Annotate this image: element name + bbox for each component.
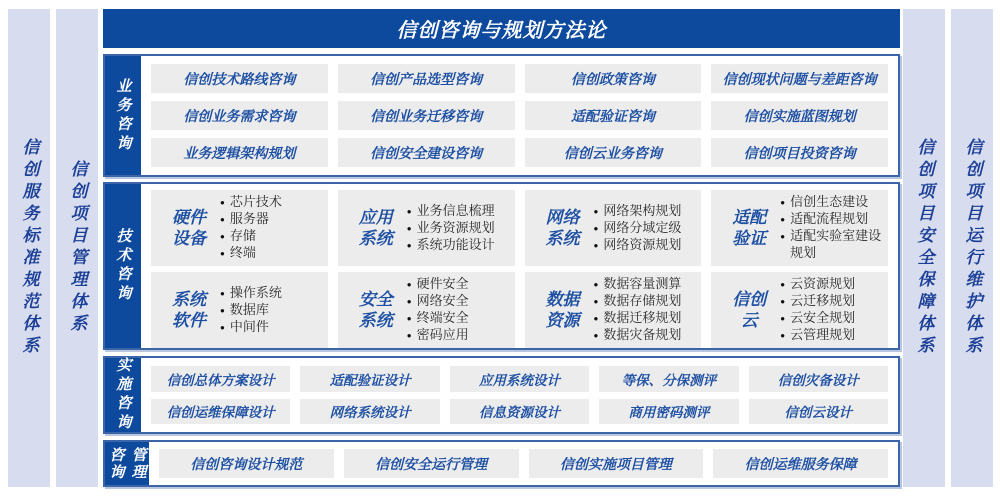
bullet-text: 操作系统 xyxy=(229,284,282,300)
bullet-item xyxy=(407,220,509,237)
group-title: 信创云 xyxy=(732,289,767,330)
group-adaptation-verification xyxy=(711,190,888,266)
group-bullets xyxy=(407,276,509,344)
section-label: 实施咨询 xyxy=(114,357,132,433)
diagram-item: 网络系统设计 xyxy=(300,399,439,425)
business-items-grid xyxy=(141,56,898,175)
technical-groups-grid xyxy=(141,184,898,348)
bullet-dot-icon: ● xyxy=(220,249,225,258)
bullet-dot-icon: ● xyxy=(780,198,786,208)
section-label: 业务咨询 xyxy=(114,77,132,154)
bullet-dot-icon: ● xyxy=(780,280,786,289)
bullet-dot-icon: ● xyxy=(593,280,599,289)
group-bullets xyxy=(220,285,322,336)
bullet-item xyxy=(220,245,322,262)
bullet-text: 云安全规划 xyxy=(790,310,856,325)
section-label-column xyxy=(105,184,141,348)
bullet-text: 云迁移规划 xyxy=(790,293,856,308)
bullet-item xyxy=(407,203,509,220)
bullet-dot-icon: ● xyxy=(220,322,225,332)
bullet-text: 存储 xyxy=(229,228,256,243)
bullet-dot-icon: ● xyxy=(780,232,786,242)
bullet-item xyxy=(407,327,509,344)
section-implementation-consulting xyxy=(103,356,900,434)
bullet-dot-icon: ● xyxy=(593,206,599,216)
bullet-dot-icon: ● xyxy=(406,280,412,289)
bullet-item xyxy=(780,194,882,211)
bullet-dot-icon: ● xyxy=(593,331,599,340)
group-hardware-equipment xyxy=(151,190,328,266)
bullet-text: 硬件安全 xyxy=(416,276,469,291)
bullet-item xyxy=(594,276,696,293)
bullet-dot-icon: ● xyxy=(593,314,599,323)
group-title: 硬件设备 xyxy=(172,207,206,248)
bullet-text: 数据存储规划 xyxy=(603,293,682,308)
diagram-item: 信创总体方案设计 xyxy=(151,366,290,392)
section-label-column xyxy=(105,56,141,175)
bullet-item xyxy=(780,327,882,344)
group-application-system xyxy=(338,190,515,266)
bullet-dot-icon: ● xyxy=(220,288,225,298)
pillar-project-security-system xyxy=(903,9,945,487)
bullet-item xyxy=(220,319,322,336)
section-label: 技术咨询 xyxy=(114,228,132,304)
group-title: 系统软件 xyxy=(172,289,206,330)
bullet-text: 云资源规划 xyxy=(790,276,856,291)
bullet-item xyxy=(594,327,696,344)
bullet-text: 数据容量测算 xyxy=(603,276,682,291)
bullet-item xyxy=(407,276,509,293)
section-consulting-management xyxy=(103,440,900,487)
pillar-label: 信创项目运行维护体系 xyxy=(962,138,982,358)
bullet-text: 适配流程规划 xyxy=(790,211,869,227)
bullet-dot-icon: ● xyxy=(220,305,225,315)
diagram-item: 信创政策咨询 xyxy=(525,64,702,93)
bullet-text: 网络安全 xyxy=(416,293,469,308)
group-system-software xyxy=(151,272,328,348)
diagram-item: 信息资源设计 xyxy=(450,399,589,425)
group-data-resource xyxy=(525,272,702,348)
bullet-dot-icon: ● xyxy=(220,215,225,224)
management-items-grid xyxy=(149,442,898,485)
pillar-service-standard-system xyxy=(8,9,50,487)
diagram-item: 信创产品选型咨询 xyxy=(338,64,515,93)
diagram-item: 信创运维服务保障 xyxy=(713,449,888,478)
bullet-item xyxy=(780,310,882,327)
group-title: 适配验证 xyxy=(732,207,767,248)
diagram-title: 信创咨询与规划方法论 xyxy=(396,20,607,42)
bullet-dot-icon: ● xyxy=(780,331,786,340)
diagram-title-bar xyxy=(103,9,900,48)
section-body xyxy=(141,184,898,348)
diagram-item: 信创项目投资咨询 xyxy=(711,138,888,167)
section-label-part: 咨询 xyxy=(107,446,125,481)
diagram-item: 信创业务迁移咨询 xyxy=(338,101,515,130)
bullet-item xyxy=(220,302,322,319)
bullet-text: 业务资源规划 xyxy=(416,219,495,235)
diagram-item: 适配验证设计 xyxy=(300,366,439,392)
bullet-item xyxy=(780,228,882,262)
pillar-operation-maintenance-system xyxy=(951,9,993,487)
bullet-text: 密码应用 xyxy=(416,327,469,342)
bullet-text: 数据库 xyxy=(229,301,269,317)
diagram-item: 业务逻辑架构规划 xyxy=(151,138,328,167)
bullet-text: 数据迁移规划 xyxy=(603,310,682,325)
bullet-item xyxy=(594,220,696,237)
bullet-text: 系统功能设计 xyxy=(416,236,495,252)
diagram-item: 信创实施蓝图规划 xyxy=(711,101,888,130)
section-body xyxy=(141,56,898,175)
bullet-text: 信创生态建设 xyxy=(790,194,869,210)
bullet-text: 终端 xyxy=(229,245,256,260)
group-xinchuang-cloud xyxy=(711,272,888,348)
main-panel xyxy=(103,9,900,487)
bullet-dot-icon: ● xyxy=(406,331,412,340)
group-title: 应用系统 xyxy=(358,207,393,248)
bullet-text: 数据灾备规划 xyxy=(603,327,682,342)
bullet-dot-icon: ● xyxy=(406,314,412,323)
bullet-item xyxy=(407,293,509,310)
bullet-dot-icon: ● xyxy=(593,223,599,233)
pillar-project-management-system xyxy=(56,9,98,487)
pillar-label: 信创项目安全保障体系 xyxy=(914,138,934,358)
bullet-text: 网络架构规划 xyxy=(603,202,682,218)
bullet-item xyxy=(407,310,509,327)
bullet-item xyxy=(220,228,322,245)
group-title: 安全系统 xyxy=(358,289,393,330)
bullet-item xyxy=(780,293,882,310)
group-bullets xyxy=(594,203,696,254)
group-title: 网络系统 xyxy=(545,207,580,248)
pillar-label: 信创服务标准规范体系 xyxy=(19,138,39,358)
bullet-text: 中间件 xyxy=(229,318,269,334)
bullet-dot-icon: ● xyxy=(406,206,412,216)
bullet-text: 适配实验室建设规划 xyxy=(790,228,882,260)
bullet-item xyxy=(594,293,696,310)
diagram-item: 信创业务需求咨询 xyxy=(151,101,328,130)
bullet-text: 终端安全 xyxy=(416,310,469,325)
bullet-text: 芯片技术 xyxy=(229,194,282,209)
group-bullets xyxy=(594,276,696,344)
bullet-text: 云管理规划 xyxy=(790,327,856,342)
bullet-text: 业务信息梳理 xyxy=(416,202,495,218)
group-security-system xyxy=(338,272,515,348)
diagram-item: 等保、分保测评 xyxy=(599,366,738,392)
group-bullets xyxy=(407,203,509,254)
diagram-item: 商用密码测评 xyxy=(599,399,738,425)
pillar-label: 信创项目管理体系 xyxy=(67,160,87,336)
group-bullets xyxy=(780,194,882,262)
diagram-item: 适配验证咨询 xyxy=(525,101,702,130)
diagram-item: 信创灾备设计 xyxy=(749,366,888,392)
bullet-dot-icon: ● xyxy=(406,223,412,233)
bullet-dot-icon: ● xyxy=(406,297,412,306)
section-label-column xyxy=(105,358,141,432)
bullet-item xyxy=(220,285,322,302)
bullet-item xyxy=(594,203,696,220)
section-technical-consulting xyxy=(103,182,900,350)
diagram-item: 信创咨询设计规范 xyxy=(159,449,334,478)
bullet-item xyxy=(780,211,882,228)
bullet-dot-icon: ● xyxy=(220,232,225,241)
bullet-dot-icon: ● xyxy=(593,240,599,250)
bullet-dot-icon: ● xyxy=(780,297,786,306)
implementation-items-grid xyxy=(141,358,898,432)
diagram-item: 信创技术路线咨询 xyxy=(151,64,328,93)
diagram-item: 信创运维保障设计 xyxy=(151,399,290,425)
diagram-item: 应用系统设计 xyxy=(450,366,589,392)
bullet-dot-icon: ● xyxy=(780,215,786,225)
section-business-consulting xyxy=(103,54,900,177)
bullet-text: 服务器 xyxy=(229,211,269,226)
bullet-dot-icon: ● xyxy=(593,297,599,306)
bullet-item xyxy=(780,276,882,293)
section-body xyxy=(149,442,898,485)
bullet-text: 网络分域定级 xyxy=(603,219,682,235)
bullet-item xyxy=(220,194,322,211)
diagram-item: 信创安全建设咨询 xyxy=(338,138,515,167)
group-title: 数据资源 xyxy=(545,289,580,330)
section-label-part: 管理 xyxy=(129,446,147,481)
bullet-dot-icon: ● xyxy=(220,198,225,207)
bullet-item xyxy=(220,211,322,228)
group-bullets xyxy=(220,194,322,262)
bullet-item xyxy=(594,310,696,327)
bullet-dot-icon: ● xyxy=(406,240,412,250)
bullet-item xyxy=(594,237,696,254)
group-bullets xyxy=(780,276,882,344)
group-network-system xyxy=(525,190,702,266)
section-body xyxy=(141,358,898,432)
diagram-item: 信创云业务咨询 xyxy=(525,138,702,167)
bullet-dot-icon: ● xyxy=(780,314,786,323)
diagram-item: 信创实施项目管理 xyxy=(529,449,704,478)
section-label-column xyxy=(105,442,149,485)
diagram-item: 信创现状问题与差距咨询 xyxy=(711,64,888,93)
bullet-item xyxy=(407,237,509,254)
diagram-item: 信创安全运行管理 xyxy=(344,449,519,478)
bullet-text: 网络资源规划 xyxy=(603,236,682,252)
diagram-item: 信创云设计 xyxy=(749,399,888,425)
